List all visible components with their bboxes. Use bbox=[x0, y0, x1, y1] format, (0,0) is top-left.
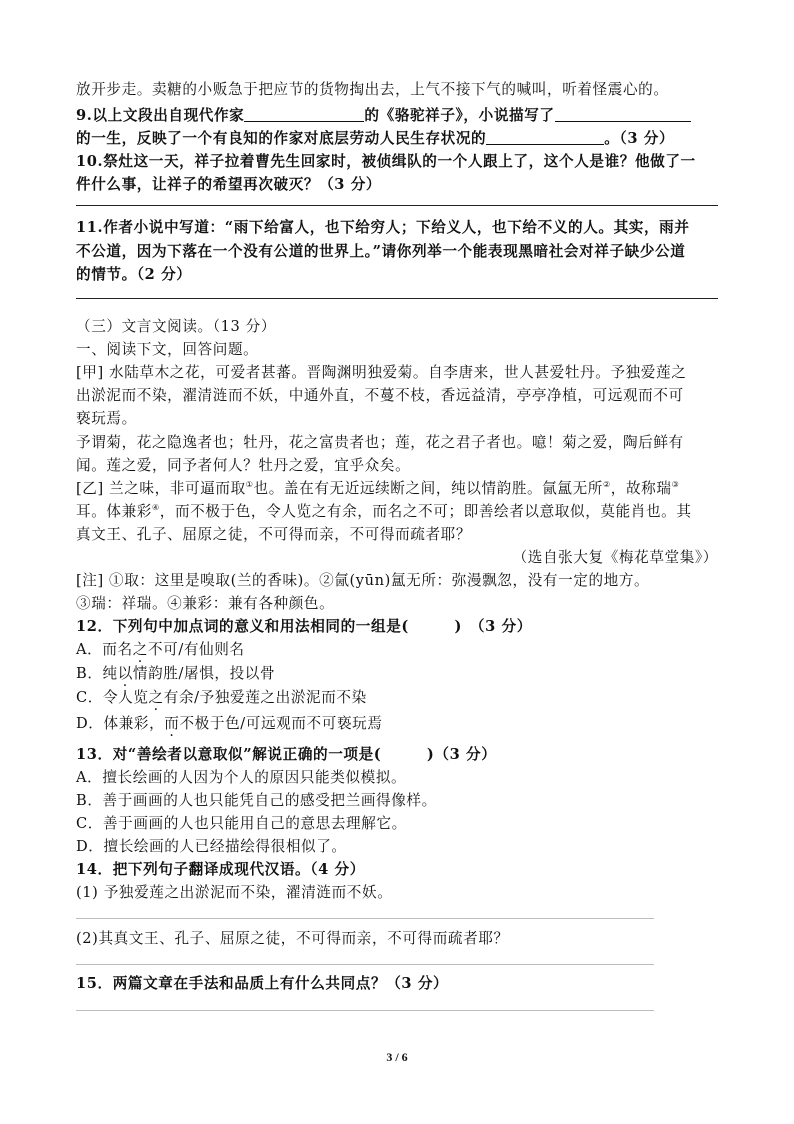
excerpt-tail: 放开步走。卖糖的小贩急于把应节的货物掏出去，上气不接下气的喊叫，听着怪震心的。 bbox=[76, 81, 669, 98]
q15-answer-line[interactable] bbox=[76, 1010, 654, 1011]
section-3-title: （三）文言文阅读。（13 分） bbox=[76, 318, 277, 335]
question-10-line2: 件什么事，让祥子的希望再次破灭？（3 分） bbox=[76, 176, 382, 193]
q14-answer-line-1[interactable] bbox=[76, 918, 654, 919]
q13-option-b[interactable]: B．善于画画的人也只能凭自己的感受把兰画得像样。 bbox=[76, 792, 437, 809]
q12-c-dotted-word: 之 bbox=[148, 689, 164, 706]
notes-line1: [注] ①取：这里是嗅取(兰的香味)。②氤(yūn)氲无所：弥漫飘忽，没有一定的地方。 bbox=[76, 572, 650, 589]
q11-answer-line[interactable] bbox=[76, 298, 718, 299]
q12-d-dotted-word: 而 bbox=[164, 715, 180, 732]
q12-a-pre: A．而名 bbox=[76, 641, 133, 658]
passage-yi-line1 bbox=[76, 477, 726, 498]
yi-line1-b: 也。盖在有无近远续断之间，纯以情韵胜。氤氲无所 bbox=[253, 480, 604, 497]
q12-a-dotted-word: 之 bbox=[132, 641, 148, 658]
q14-sentence-2: (2)其真文王、孔子、屈原之徒，不可得而亲，不可得而疏者耶？ bbox=[76, 930, 509, 947]
q12-c-pre: C．令人览 bbox=[76, 689, 149, 706]
question-10-line1: 10.祭灶这一天，祥子拉着曹先生回家时，被侦缉队的一个人跟上了，这个人是谁？他做了一 bbox=[76, 153, 696, 170]
footnote-4-marker: ④ bbox=[151, 503, 160, 513]
question-15-stem: 15．两篇文章在手法和品质上有什么共同点？（3 分） bbox=[76, 975, 449, 992]
q12-a-post: 不可/有仙则名 bbox=[147, 641, 245, 658]
q9-part3: 的一生，反映了一个有良知的作家对底层劳动人民生存状况的 bbox=[76, 130, 487, 147]
passage-source: （选自张大复《梅花草堂集》） bbox=[512, 549, 718, 566]
passage-jia-line2: 出淤泥而不染，濯清涟而不妖，中通外直，不蔓不枝，香远益清，亭亭净植，可远观而不可 bbox=[76, 387, 684, 404]
q12-b-dotted-word: 以 bbox=[117, 665, 133, 682]
q9-blank-author[interactable] bbox=[244, 107, 364, 122]
footnote-2-marker: ② bbox=[603, 480, 611, 490]
q13-option-c[interactable]: C．善于画画的人也只能用自己的意思去理解它。 bbox=[76, 815, 407, 832]
passage-yi-line2 bbox=[76, 500, 726, 521]
q9-part1: 9.以上文段出自现代作家 bbox=[76, 107, 245, 124]
q12-option-a[interactable] bbox=[76, 638, 726, 659]
q9-blank-attitude[interactable] bbox=[486, 130, 604, 145]
question-11-line3: 的情节。（2 分） bbox=[76, 266, 192, 283]
q14-answer-line-2[interactable] bbox=[76, 964, 654, 965]
q9-part4: 。（3 分） bbox=[604, 130, 675, 147]
q12-d-post: 不极于色/可远观而不可亵玩焉 bbox=[179, 715, 383, 732]
yi-line2-b: ，而不极于色，令人览之有余，而名之不可；即善绘者以意取似，莫能肖也。其 bbox=[159, 503, 692, 520]
passage-jia-line4: 予谓菊，花之隐逸者也；牡丹，花之富贵者也；莲，花之君子者也。噫！菊之爱，陶后鲜有 bbox=[76, 434, 684, 451]
passage-jia-line3: 亵玩焉。 bbox=[76, 410, 137, 427]
question-9-line2 bbox=[76, 127, 726, 148]
question-11-line1: 11.作者小说中写道：“雨下给富人，也下给穷人；下给义人，也下给不义的人。其实，雨并 bbox=[76, 219, 690, 236]
question-14-stem: 14．把下列句子翻译成现代汉语。（4 分） bbox=[76, 861, 365, 878]
q12-b-post: 情韵胜/屠惧，投以骨 bbox=[132, 665, 276, 682]
question-12-stem: 12．下列句中加点词的意义和用法相同的一组是( ) （3 分） bbox=[76, 618, 532, 635]
q9-part2: 的《骆驼祥子》，小说描写了 bbox=[364, 107, 555, 124]
passage-yi-line3: 真文王、孔子、屈原之徒，不可得而亲，不可得而疏者耶？ bbox=[76, 526, 472, 543]
q12-b-pre: B．纯 bbox=[76, 665, 118, 682]
yi-line1-c: ，故称瑞 bbox=[610, 480, 672, 497]
yi-line2-a: 耳。体兼彩 bbox=[76, 503, 152, 520]
footnote-1-marker: ① bbox=[245, 480, 254, 490]
q12-c-post: 有余/予独爱莲之出淤泥而不染 bbox=[163, 689, 367, 706]
passage-jia-line1: [甲] 水陆草木之花，可爱者甚蕃。晋陶渊明独爱菊。自李唐来，世人甚爱牡丹。予独爱莲之 bbox=[76, 364, 687, 381]
q14-sentence-1: (1) 予独爱莲之出淤泥而不染，濯清涟而不妖。 bbox=[76, 884, 393, 901]
q13-option-a[interactable]: A．擅长绘画的人因为个人的原因只能类似模拟。 bbox=[76, 769, 407, 786]
section-3-instruction: 一、阅读下文，回答问题。 bbox=[76, 341, 259, 358]
page-number: 3 / 6 bbox=[386, 1050, 408, 1064]
q12-option-c[interactable] bbox=[76, 686, 726, 707]
footnote-3-marker: ③ bbox=[671, 480, 680, 490]
passage-jia-line5: 闻。莲之爱，同予者何人？牡丹之爱，宜乎众矣。 bbox=[76, 457, 411, 474]
q12-d-pre: D．体兼彩， bbox=[76, 715, 165, 732]
q9-blank-subject[interactable] bbox=[555, 107, 691, 122]
notes-line2: ③瑞：祥瑞。④兼彩：兼有各种颜色。 bbox=[76, 595, 335, 612]
question-9-line1 bbox=[76, 104, 726, 125]
q10-answer-line[interactable] bbox=[76, 205, 718, 206]
question-11-line2: 不公道，因为下落在一个没有公道的世界上。”请你列举一个能表现黑暗社会对祥子缺少公道 bbox=[76, 243, 686, 260]
q12-option-b[interactable] bbox=[76, 662, 726, 683]
question-13-stem: 13．对“善绘者以意取似”解说正确的一项是( )（3 分） bbox=[76, 746, 497, 763]
q13-option-d[interactable]: D．擅长绘画的人已经描绘得很相似了。 bbox=[76, 838, 347, 855]
yi-line1-a: [乙] 兰之味，非可逼而取 bbox=[76, 480, 246, 497]
q12-option-d[interactable] bbox=[76, 712, 726, 733]
